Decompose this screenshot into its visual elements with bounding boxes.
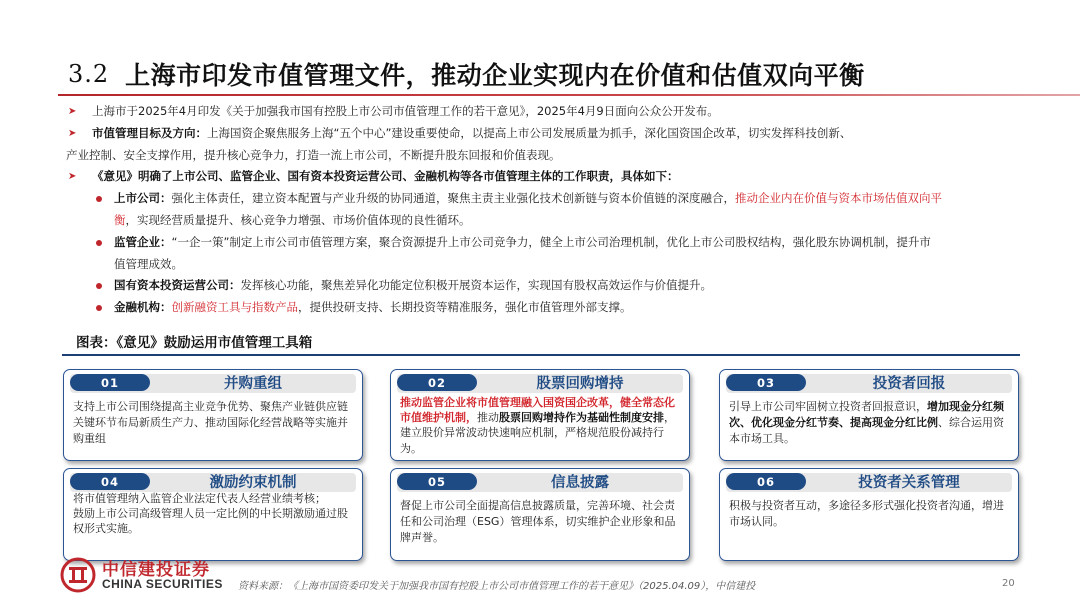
card-title: 股票回购增持	[536, 376, 624, 392]
arrow-bullet-icon: ➤	[68, 106, 77, 117]
sub-bullet-label: 监管企业：	[114, 234, 172, 249]
arrow-bullet-icon: ➤	[68, 171, 77, 183]
sub-bullet-text: 强化主体责任，建立资本配置与产业升级的协同通道，聚焦主责主业强化技术创新链与资本价值链的深度融合，	[171, 191, 735, 206]
card-number-badge: 03	[726, 374, 806, 391]
logo-chinese-name: 中信建投证券	[102, 560, 210, 580]
figure-caption: 图表：《意见》鼓励运用市值管理工具箱	[76, 335, 313, 351]
sub-bullet-item	[66, 188, 1026, 210]
sub-bullet-label: 金融机构：	[114, 300, 172, 315]
toolbox-card-02	[390, 369, 690, 461]
sub-bullet-text: ，提供投研支持、长期投资等精准服务，强化市值管理外部支撑。	[298, 300, 632, 315]
card-number-badge: 04	[70, 473, 150, 490]
figure-divider	[62, 354, 1020, 356]
card-header	[397, 374, 683, 392]
toolbox-card-06	[719, 468, 1019, 561]
sub-bullet-continuation	[66, 254, 1026, 276]
bullet-continuation	[66, 145, 1026, 167]
bullet-item	[66, 101, 1026, 123]
citic-logo-icon	[60, 557, 96, 593]
sub-bullet-item	[66, 232, 1026, 254]
highlight-text: 推动企业内在价值与资本市场估值双向平	[735, 191, 942, 206]
toolbox-card-03	[719, 369, 1019, 461]
card-body	[729, 399, 1008, 448]
card-body: 督促上市公司全面提高信息披露质量，完善环境、社会责任和公司治理（ESG）管理体系，切实维护企业形象和品牌声誉。	[400, 499, 676, 545]
card-title: 激励约束机制	[209, 475, 297, 491]
card-text: 推动	[477, 411, 499, 425]
card-header	[726, 473, 1012, 491]
card-header	[70, 473, 356, 491]
toolbox-card-04	[63, 468, 363, 561]
card-body	[400, 395, 679, 456]
card-number-badge: 01	[70, 374, 150, 391]
card-header	[397, 473, 683, 491]
card-number-badge: 06	[726, 473, 806, 490]
card-text: 引导上市公司牢固树立投资者回报意识，	[729, 400, 927, 413]
company-logo	[60, 555, 235, 595]
card-title: 并购重组	[224, 376, 282, 392]
sub-bullet-continuation	[66, 210, 1026, 232]
bullet-text: 《意见》明确了上市公司、监管企业、国有资本投资运营公司、金融机构等各市值管理主体的工作职责，具体如下：	[92, 169, 679, 184]
source-note: 资料来源：《上海市国资委印发关于加强我市国有控股上市公司市值管理工作的若干意见》（2025.04.09），中信建投	[238, 581, 756, 592]
bullet-text: 产业控制、安全支撑作用，提升核心竞争力，打造一流上市公司，不断提升股东回报和价值表现。	[66, 147, 561, 162]
card-text: ，建立股价异常波动快速响应机制，严格规范股份减持行为。	[400, 411, 675, 455]
logo-english-name: CHINA SECURITIES	[102, 577, 223, 591]
sub-bullet-text: “一企一策”制定上市公司市值管理方案，聚合资源提升上市公司竞争力，健全上市公司治理机制，优化上市公司股权结构，强化股东协调机制，提升市	[171, 234, 931, 249]
arrow-bullet-icon: ➤	[68, 127, 77, 139]
sub-bullet-label: 上市公司：	[114, 191, 172, 206]
highlight-text: 创新融资工具与指数产品	[171, 300, 298, 315]
card-header	[726, 374, 1012, 392]
card-number-badge: 02	[397, 374, 477, 391]
card-text: 将市值管理纳入监管企业法定代表人经营业绩考核；	[73, 492, 326, 505]
card-title: 投资者回报	[872, 376, 946, 392]
card-body	[73, 491, 352, 537]
toolbox-card-01	[63, 369, 363, 461]
toolbox-card-05	[390, 468, 690, 561]
card-title: 信息披露	[551, 475, 609, 491]
highlight-text: 推动监管企业将市值管理融入国资国企改革，健全常态化市值维护机制，	[400, 396, 675, 425]
bullet-text: 上海市于2025年4月印发《关于加强我市国有控股上市公司市值管理工作的若干意见》，2025年4月9日面向公众公开发布。	[92, 104, 719, 118]
dot-bullet-icon	[96, 196, 102, 202]
card-title: 投资者关系管理	[858, 475, 960, 491]
page-number: 20	[1002, 578, 1015, 589]
bullet-label: 市值管理目标及方向：	[92, 125, 207, 140]
title-text: 上海市印发市值管理文件，推动企业实现内在价值和估值双向平衡	[125, 61, 865, 90]
highlight-text: 衡	[114, 212, 126, 227]
sub-bullet-text: ，实现经营质量提升、核心竞争力增强、市场价值体现的良性循环。	[125, 212, 471, 227]
bullet-item	[66, 166, 1026, 188]
bullet-list	[66, 101, 1026, 319]
card-body: 支持上市公司围绕提高主业竞争优势、聚焦产业链供应链关键环节布局新质生产力、推动国际化经营战略等实施并购重组	[73, 400, 348, 446]
section-number: 3.2	[68, 60, 110, 88]
dot-bullet-icon	[96, 240, 102, 246]
title-divider	[58, 94, 1080, 96]
card-body: 积极与投资者互动，多途径多形式强化投资者沟通，增进市场认同。	[729, 499, 1004, 529]
sub-bullet-text: 发挥核心功能，聚焦差异化功能定位积极开展资本运作，实现国有股权高效运作与价值提升。	[240, 278, 712, 293]
emphasis-text: 增加现金分红频次、优化现金分红节奏、提高现金分红比例	[729, 400, 1004, 430]
sub-bullet-item	[66, 297, 1026, 319]
sub-bullet-text: 值管理成效。	[114, 256, 183, 271]
card-header	[70, 374, 356, 392]
page-title	[68, 55, 865, 93]
dot-bullet-icon	[96, 283, 102, 289]
card-number-badge: 05	[397, 473, 477, 490]
card-text: 、综合运用资本市场工具。	[729, 416, 1004, 446]
card-text: 鼓励上市公司高级管理人员一定比例的中长期激励通过股权形式实施。	[73, 507, 348, 536]
bullet-text: 上海国资企聚焦服务上海“五个中心”建设重要使命，以提高上市公司发展质量为抓手，深化国资国企改革，切实发挥科技创新、	[207, 125, 852, 140]
sub-bullet-item	[66, 275, 1026, 297]
emphasis-text: 股票回购增持作为基础性制度安排	[499, 411, 664, 425]
bullet-item	[66, 123, 1026, 145]
sub-bullet-label: 国有资本投资运营公司：	[114, 278, 241, 293]
dot-bullet-icon	[96, 305, 102, 311]
